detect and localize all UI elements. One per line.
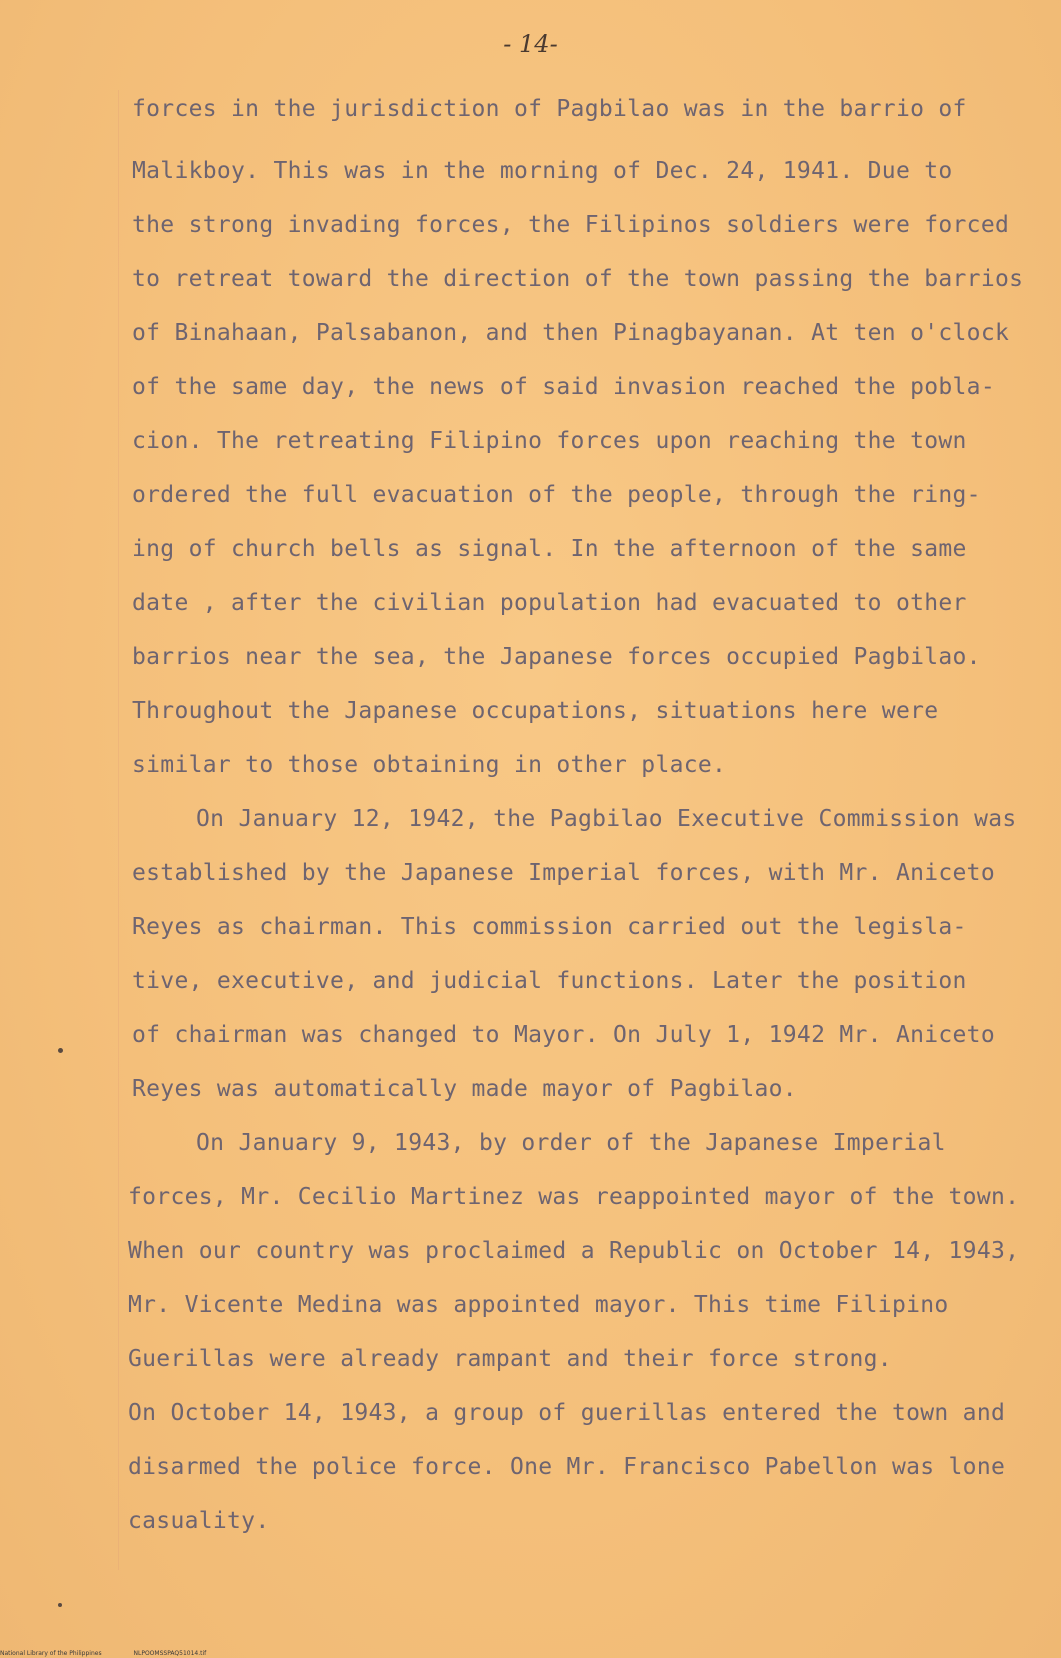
paper-speck xyxy=(58,1048,63,1053)
scan-footer xyxy=(0,1650,236,1657)
text-line: Reyes as chairman. This commission carried out the legisla- xyxy=(132,914,967,940)
text-line: ing of church bells as signal. In the afternoon of the same xyxy=(132,536,967,562)
text-line: tive, executive, and judicial functions. Later the position xyxy=(132,968,967,994)
text-line: date , after the civilian population had evacuated to other xyxy=(132,590,967,616)
text-line: of the same day, the news of said invasion reached the pobla- xyxy=(132,374,995,400)
text-line: of chairman was changed to Mayor. On July 1, 1942 Mr. Aniceto xyxy=(132,1022,995,1048)
text-line: forces in the jurisdiction of Pagbilao was in the barrio of xyxy=(132,96,967,122)
text-line: casuality. xyxy=(128,1508,270,1534)
text-line: Mr. Vicente Medina was appointed mayor. This time Filipino xyxy=(128,1292,949,1318)
text-line: On January 9, 1943, by order of the Japanese Imperial xyxy=(196,1130,946,1156)
footer-file-id: NLPOOMSSPAQ51014.tif xyxy=(133,1650,207,1657)
paper-speck xyxy=(58,1603,62,1607)
text-line: forces, Mr. Cecilio Martinez was reappointed mayor of the town. xyxy=(128,1184,1020,1210)
page-number: - 14- xyxy=(503,30,558,58)
text-line: On January 12, 1942, the Pagbilao Executive Commission was xyxy=(196,806,1017,832)
text-line: Guerillas were already rampant and their force strong. xyxy=(128,1346,892,1372)
text-line: barrios near the sea, the Japanese forces occupied Pagbilao. xyxy=(132,644,981,670)
text-line: When our country was proclaimed a Republic on October 14, 1943, xyxy=(128,1238,1020,1264)
text-line: of Binahaan, Palsabanon, and then Pinagbayanan. At ten o'clock xyxy=(132,320,1010,346)
text-line: to retreat toward the direction of the town passing the barrios xyxy=(132,266,1024,292)
text-line: Throughout the Japanese occupations, situations here were xyxy=(132,698,939,724)
text-line: established by the Japanese Imperial forces, with Mr. Aniceto xyxy=(132,860,995,886)
text-line: On October 14, 1943, a group of guerillas entered the town and xyxy=(128,1400,1006,1426)
text-line: the strong invading forces, the Filipinos soldiers were forced xyxy=(132,212,1010,238)
text-line: Reyes was automatically made mayor of Pagbilao. xyxy=(132,1076,797,1102)
text-line: Malikboy. This was in the morning of Dec. 24, 1941. Due to xyxy=(132,158,953,184)
text-line: disarmed the police force. One Mr. Francisco Pabellon was lone xyxy=(128,1454,1006,1480)
footer-institution: National Library of the Philippines xyxy=(0,1650,102,1657)
text-line: cion. The retreating Filipino forces upon reaching the town xyxy=(132,428,967,454)
text-line: ordered the full evacuation of the people, through the ring- xyxy=(132,482,981,508)
text-line: similar to those obtaining in other place. xyxy=(132,752,727,778)
